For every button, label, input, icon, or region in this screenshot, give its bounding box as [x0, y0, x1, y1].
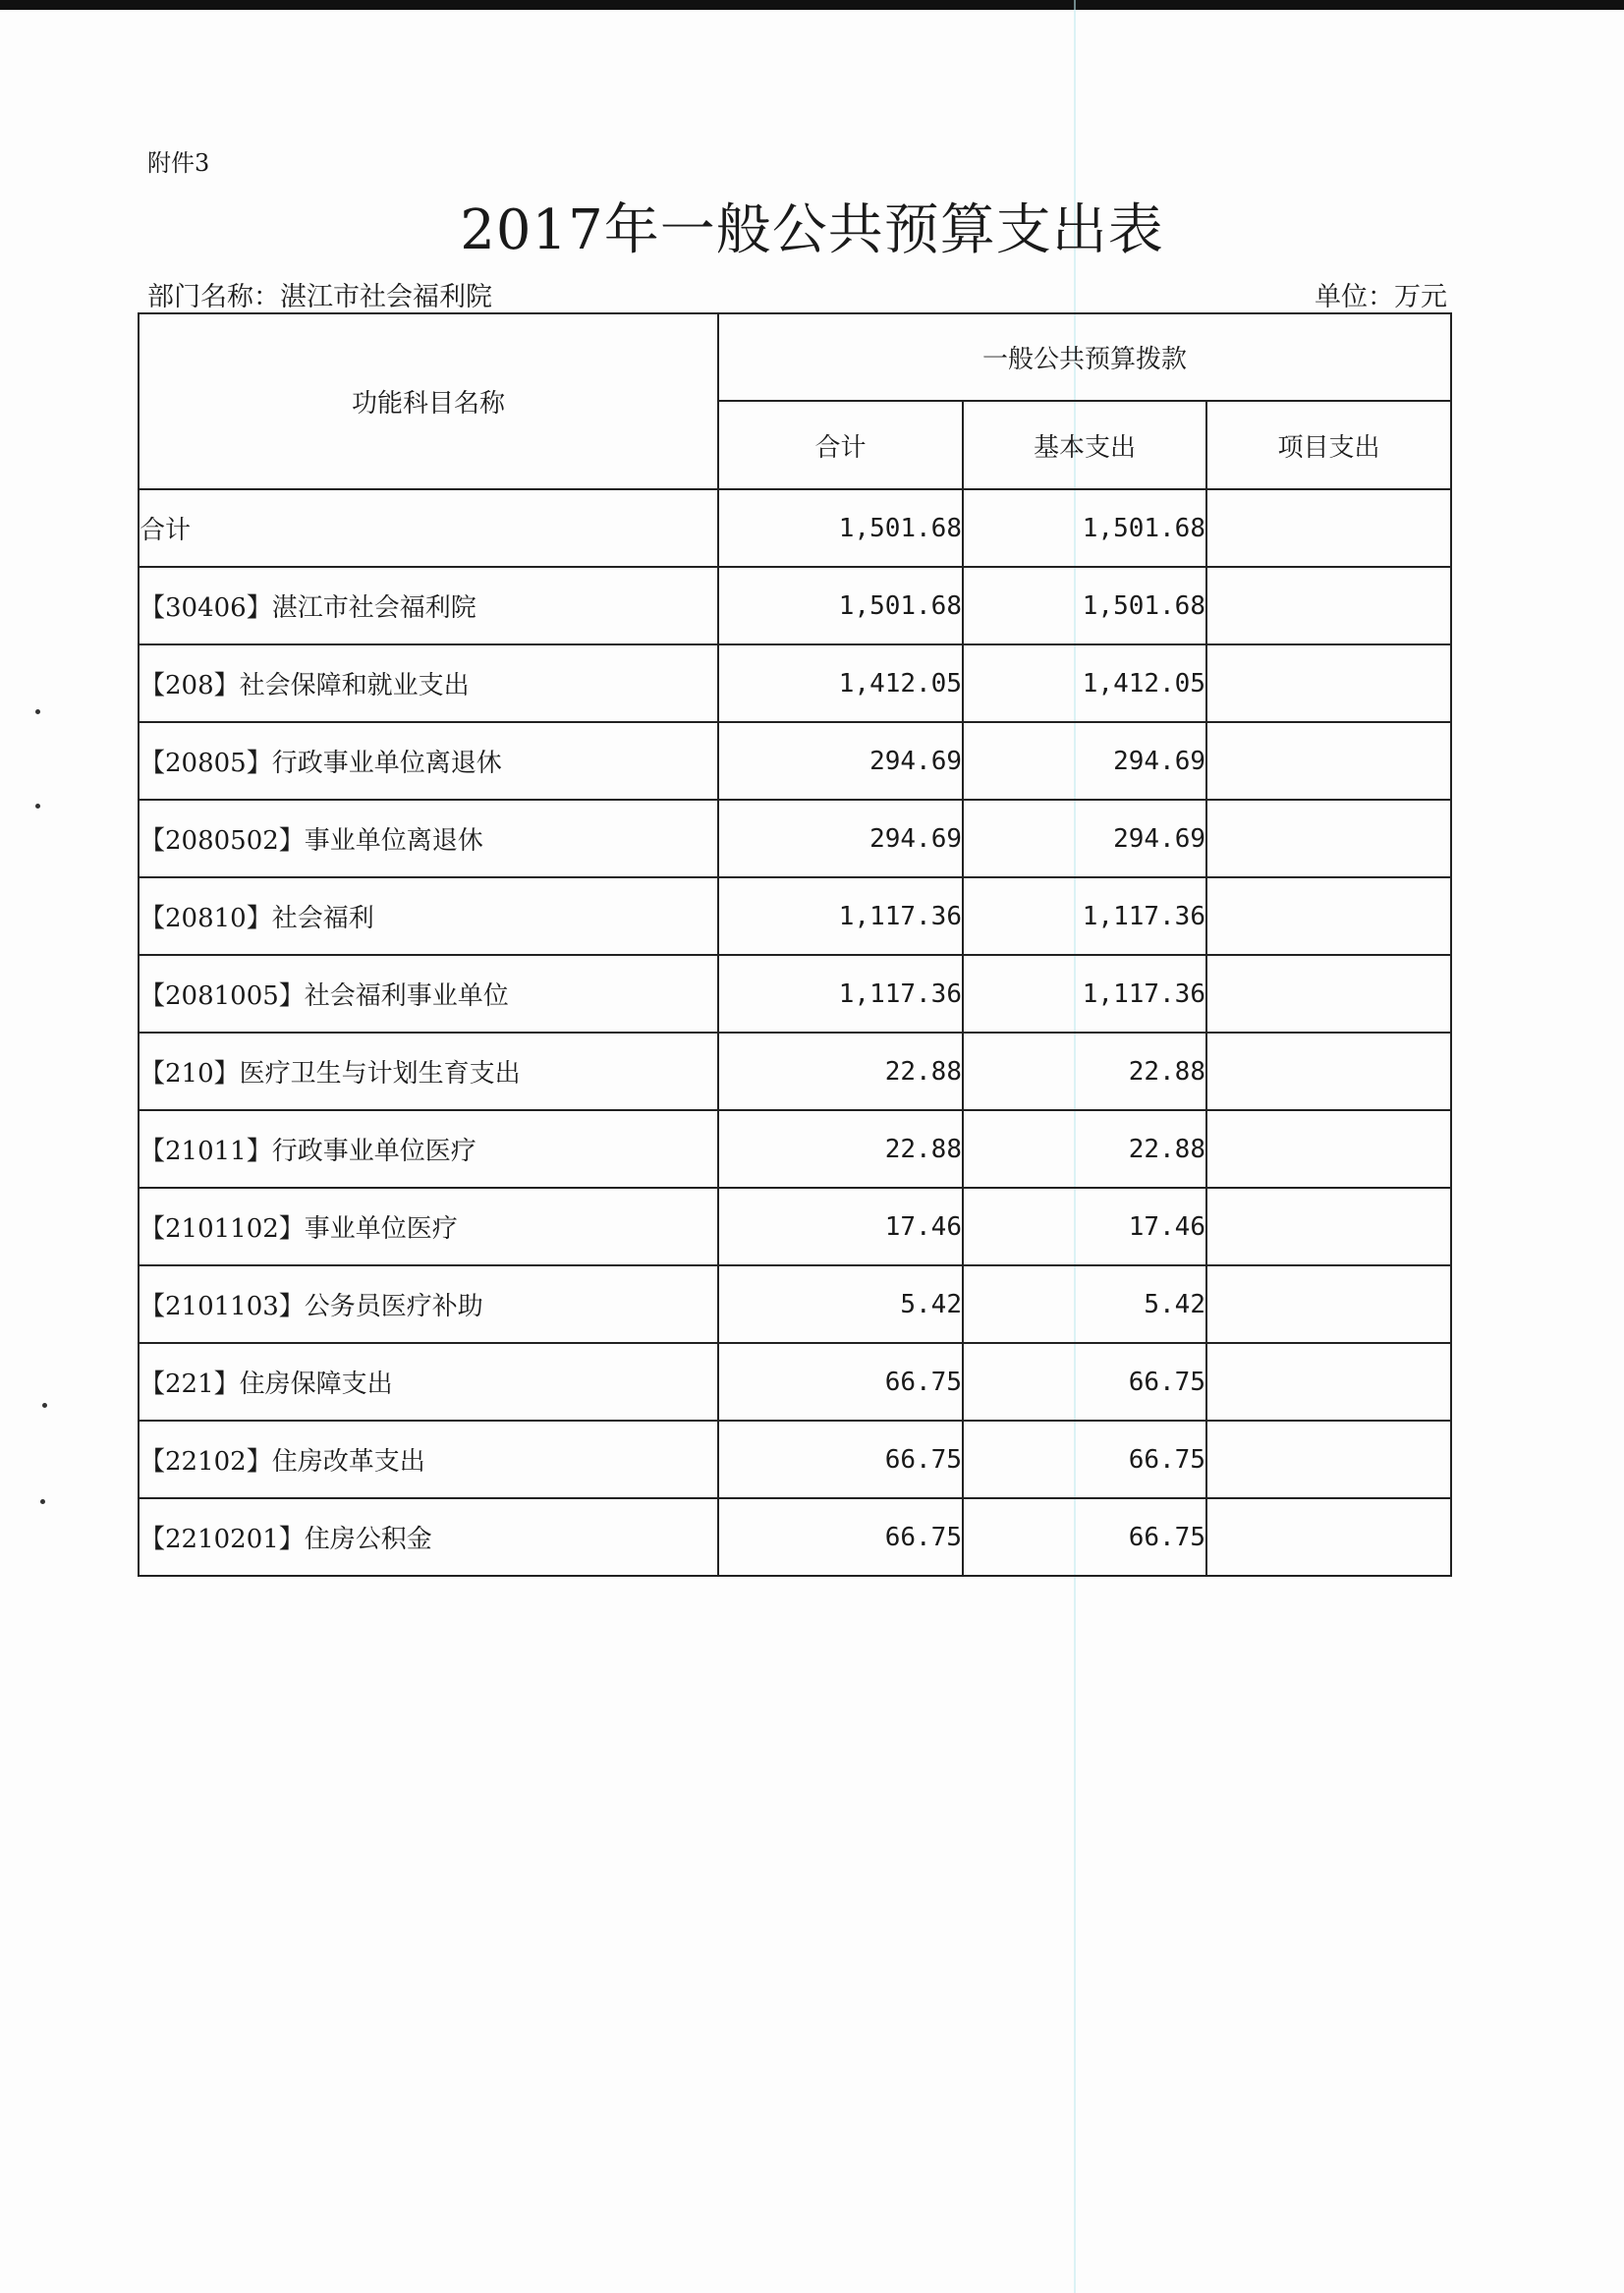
- punch-mark: [35, 709, 40, 714]
- row-total: 1,501.68: [718, 489, 963, 567]
- row-total: 22.88: [718, 1110, 963, 1188]
- row-total: 5.42: [718, 1265, 963, 1343]
- row-name: 【2081005】社会福利事业单位: [139, 955, 718, 1033]
- row-project: [1206, 644, 1451, 722]
- row-project: [1206, 567, 1451, 644]
- column-header-total: 合计: [718, 401, 963, 489]
- table-row: [139, 1421, 1451, 1498]
- row-basic: 1,501.68: [963, 567, 1206, 644]
- row-basic: 1,117.36: [963, 877, 1206, 955]
- row-project: [1206, 800, 1451, 877]
- table-row: [139, 1188, 1451, 1265]
- row-name: 【2080502】事业单位离退休: [139, 800, 718, 877]
- table-row: [139, 722, 1451, 800]
- row-project: [1206, 877, 1451, 955]
- row-total: 66.75: [718, 1421, 963, 1498]
- row-total: 66.75: [718, 1343, 963, 1421]
- row-basic: 17.46: [963, 1188, 1206, 1265]
- table-row: [139, 1498, 1451, 1576]
- table-row: [139, 1033, 1451, 1110]
- row-project: [1206, 955, 1451, 1033]
- table-body: [139, 489, 1451, 1576]
- row-name: 【20810】社会福利: [139, 877, 718, 955]
- row-total: 294.69: [718, 800, 963, 877]
- row-total: 1,501.68: [718, 567, 963, 644]
- table-row: [139, 800, 1451, 877]
- row-total: 1,117.36: [718, 877, 963, 955]
- row-total: 1,412.05: [718, 644, 963, 722]
- row-basic: 1,117.36: [963, 955, 1206, 1033]
- row-total: 294.69: [718, 722, 963, 800]
- row-project: [1206, 1033, 1451, 1110]
- row-total: 17.46: [718, 1188, 963, 1265]
- department-name: 部门名称：湛江市社会福利院: [147, 282, 492, 312]
- table-row: [139, 955, 1451, 1033]
- column-header-name: 功能科目名称: [139, 313, 718, 489]
- column-header-basic: 基本支出: [963, 401, 1206, 489]
- budget-table: [138, 312, 1452, 1577]
- row-basic: 22.88: [963, 1033, 1206, 1110]
- row-project: [1206, 1265, 1451, 1343]
- attachment-label: 附件3: [147, 149, 210, 177]
- scan-edge: [0, 0, 1624, 10]
- row-basic: 1,501.68: [963, 489, 1206, 567]
- table-row: [139, 1343, 1451, 1421]
- row-project: [1206, 1421, 1451, 1498]
- row-project: [1206, 1498, 1451, 1576]
- column-header-project: 项目支出: [1206, 401, 1451, 489]
- row-basic: 1,412.05: [963, 644, 1206, 722]
- column-group-header: 一般公共预算拨款: [718, 313, 1451, 401]
- row-name: 【221】住房保障支出: [139, 1343, 718, 1421]
- row-project: [1206, 1343, 1451, 1421]
- row-project: [1206, 1110, 1451, 1188]
- unit-label: 单位：万元: [1315, 282, 1447, 312]
- row-basic: 5.42: [963, 1265, 1206, 1343]
- table-row: [139, 1265, 1451, 1343]
- table-row: [139, 489, 1451, 567]
- row-name: 【22102】住房改革支出: [139, 1421, 718, 1498]
- row-basic: 294.69: [963, 800, 1206, 877]
- page-title: 2017年一般公共预算支出表: [460, 198, 1164, 262]
- table-row: [139, 877, 1451, 955]
- row-project: [1206, 489, 1451, 567]
- table-row: [139, 1110, 1451, 1188]
- row-total: 22.88: [718, 1033, 963, 1110]
- row-basic: 66.75: [963, 1421, 1206, 1498]
- row-name: 【210】医疗卫生与计划生育支出: [139, 1033, 718, 1110]
- row-name: 【21011】行政事业单位医疗: [139, 1110, 718, 1188]
- row-name: 【2101102】事业单位医疗: [139, 1188, 718, 1265]
- row-basic: 66.75: [963, 1498, 1206, 1576]
- row-name: 【30406】湛江市社会福利院: [139, 567, 718, 644]
- row-name: 【20805】行政事业单位离退休: [139, 722, 718, 800]
- row-name: 【2101103】公务员医疗补助: [139, 1265, 718, 1343]
- row-total: 1,117.36: [718, 955, 963, 1033]
- punch-mark: [40, 1499, 45, 1504]
- row-name: 【2210201】住房公积金: [139, 1498, 718, 1576]
- row-name: 【208】社会保障和就业支出: [139, 644, 718, 722]
- punch-mark: [35, 804, 40, 809]
- row-total: 66.75: [718, 1498, 963, 1576]
- row-project: [1206, 1188, 1451, 1265]
- table-row: [139, 644, 1451, 722]
- row-basic: 66.75: [963, 1343, 1206, 1421]
- row-basic: 294.69: [963, 722, 1206, 800]
- row-project: [1206, 722, 1451, 800]
- table-row: [139, 567, 1451, 644]
- punch-mark: [42, 1403, 47, 1408]
- row-basic: 22.88: [963, 1110, 1206, 1188]
- row-name: 合计: [139, 489, 718, 567]
